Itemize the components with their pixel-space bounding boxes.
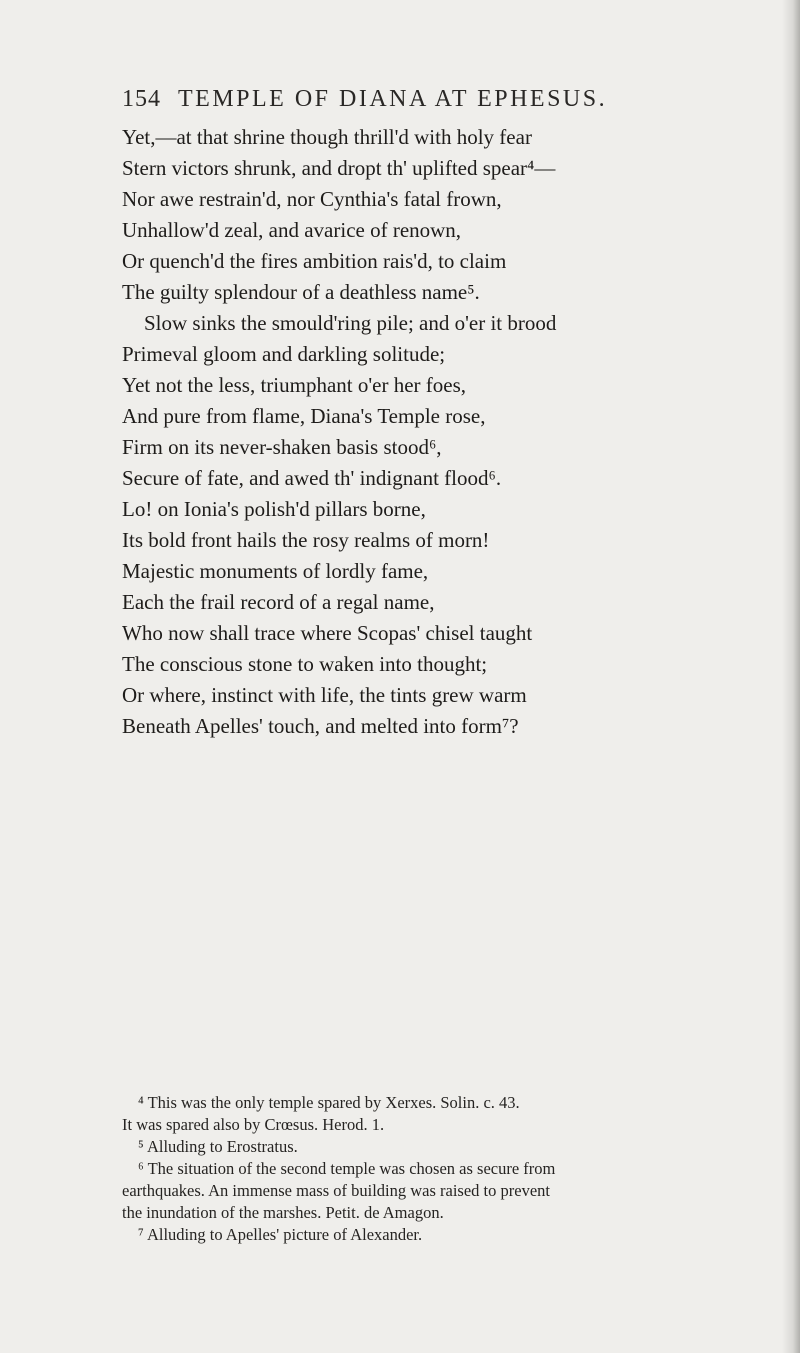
footnote-line: the inundation of the marshes. Petit. de Amagon. (122, 1203, 444, 1222)
footnote-line: ⁶ The situation of the second temple was chosen as secure from (138, 1159, 556, 1178)
verse-line: Stern victors shrunk, and dropt th' uplifted spear⁴— (122, 156, 556, 180)
verse-line: Who now shall trace where Scopas' chisel taught (122, 621, 533, 645)
verse-line: Lo! on Ionia's polish'd pillars borne, (122, 497, 426, 521)
verse-line: Firm on its never-shaken basis stood⁶, (122, 435, 442, 459)
footnote-line: ⁴ This was the only temple spared by Xerxes. Solin. c. 43. (138, 1093, 520, 1112)
footnote-line: ⁵ Alluding to Erostratus. (138, 1137, 298, 1156)
verse-line: Or quench'd the fires ambition rais'd, to claim (122, 249, 507, 273)
footnote-line: It was spared also by Crœsus. Herod. 1. (122, 1115, 385, 1134)
verse-line: Yet,—at that shrine though thrill'd with holy fear (122, 125, 532, 149)
verse-line: Or where, instinct with life, the tints grew warm (122, 683, 527, 707)
verse-line: Secure of fate, and awed th' indignant flood⁶. (122, 466, 502, 490)
verse-line: Yet not the less, triumphant o'er her foes, (122, 373, 467, 397)
page-header (122, 86, 722, 120)
verse-line: And pure from flame, Diana's Temple rose, (122, 404, 486, 428)
verse-line: Nor awe restrain'd, nor Cynthia's fatal frown, (122, 187, 502, 211)
verse-line: The conscious stone to waken into thought; (122, 652, 488, 676)
page-edge-shadow (782, 0, 800, 1353)
footnote-line: earthquakes. An immense mass of building was raised to prevent (122, 1181, 550, 1200)
verse-line: Majestic monuments of lordly fame, (122, 559, 429, 583)
verse-line: Slow sinks the smould'ring pile; and o'er it brood (144, 311, 557, 335)
verse-line: The guilty splendour of a deathless name⁵. (122, 280, 480, 304)
verse-line: Beneath Apelles' touch, and melted into form⁷? (122, 714, 519, 738)
running-head: TEMPLE OF DIANA AT EPHESUS. (178, 86, 608, 112)
page-number: 154 (122, 86, 161, 112)
footnote-line: ⁷ Alluding to Apelles' picture of Alexander. (138, 1225, 423, 1244)
verse-line: Primeval gloom and darkling solitude; (122, 342, 446, 366)
verse-line: Unhallow'd zeal, and avarice of renown, (122, 218, 462, 242)
verse-line: Each the frail record of a regal name, (122, 590, 435, 614)
verse-line: Its bold front hails the rosy realms of morn! (122, 528, 490, 552)
